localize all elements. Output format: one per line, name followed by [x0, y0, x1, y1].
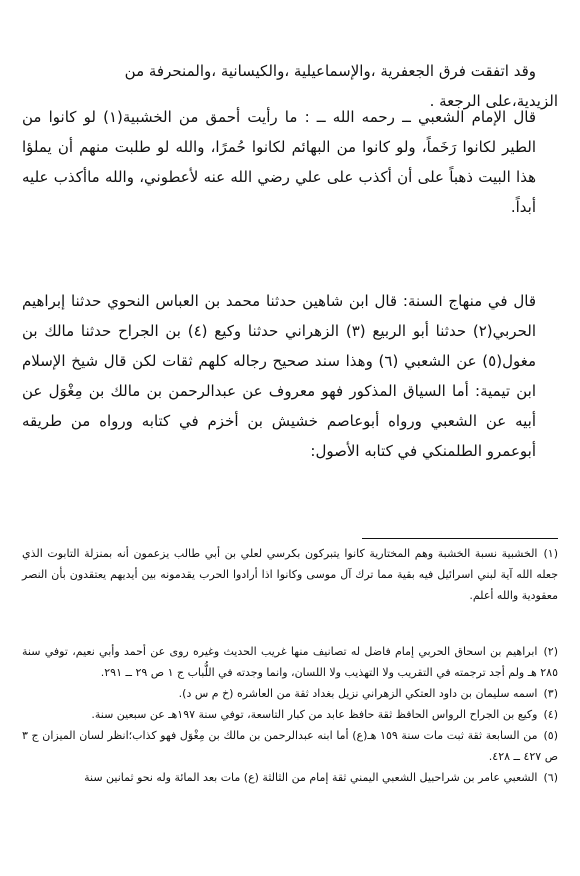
footnote-2-number: (٢): [543, 645, 558, 658]
paragraph-minhaj-sunna-text: قال في منهاج السنة: قال ابن شاهين حدثنا محمد بن العباس النحوي حدثنا إبراهيم الحربي(٢) حدثنا أبو الربيع (٣) الزهراني حدثنا وكيع (٤) بن الجراح حدثنا مالك بن مغول(٥) عن الشعبي (٦) وهذا سند صحيح رجاله كلهم ثقات لكن قال شيخ الإسلام ابن تيمية: أما السياق المذكور فهو معروف عن عبدالرحمن بن مالك بن مِغْوَل عن أبيه عن الشعبي ورواه أبوعاصم خشيش بن أخزم في كتابه ورواه من طريقه أبوعمرو الطلمنكي في كتابه الأصول:: [22, 292, 537, 460]
footnote-1-number: (١): [543, 547, 558, 560]
footnote-5-text: من السابعة ثقة ثبت مات سنة ١٥٩ هـ(ع) أما ابنه عبدالرحمن بن مالك بن مِغْوَل فهو كذاب؛انظر لسان الميزان ج ٣ ص ٤٢٧ ــ ٤٢٨.: [22, 729, 558, 763]
footnote-3: [22, 683, 558, 704]
footnote-3-text: اسمه سليمان بن داود العتكي الزهراني نزيل بغداد ثقة من العاشره (خ م س د).: [178, 687, 538, 700]
footnotes-group-2: [22, 641, 558, 788]
paragraph-minhaj-sunna: [22, 286, 558, 466]
paragraph-rajaa-line-2: الزيدية،على الرجعة .: [429, 92, 558, 110]
footnote-1-text: الخشبية نسبة الخشبة وهم المختارية كانوا يتبركون بكرسي لعلي بن أبي طالب يزعمون أنه بمنزلة التابوت الذي جعله الله آية لبني اسرائيل فيه بقية مما ترك آل موسى وكانوا اذا أرادوا الحرب يقدمونه بين أيديهم يعتقدون بأن النصر معقودية والله أعلم.: [22, 547, 558, 602]
footnote-6-number: (٦): [543, 771, 558, 784]
footnote-5: [22, 725, 558, 767]
footnote-4-text: وكيع بن الجراح الرواس الحافظ ثقة حافظ عابد من كبار التاسعة، توفي سنة ١٩٧هـ عن سبعين سنة.: [91, 708, 538, 721]
paragraph-shabi-quote: [22, 102, 558, 222]
footnote-5-number: (٥): [543, 729, 558, 742]
footnotes-group-1: [22, 543, 558, 606]
footnote-6-text: الشعبي عامر بن شراحبيل الشعبي اليمني ثقة إمام من الثالثة (ع) مات بعد المائة وله نحو ثمانين سنة: [84, 771, 538, 784]
footnote-3-number: (٣): [543, 687, 558, 700]
footnote-separator: [362, 538, 558, 539]
footnote-4-number: (٤): [543, 708, 558, 721]
footnote-2: [22, 641, 558, 683]
footnote-6: [22, 767, 558, 788]
footnote-2-text: ابراهيم بن اسحاق الحربي إمام فاضل له تصانيف منها غريب الحديث وغيره روى عن أحمد وأبي نعيم، توفي سنة ٢٨٥ هـ ولم أجد ترجمته في التقريب ولا التهذيب ولا اللسان، وانما وجدته في اللُّباب ج ١ ص ٢٩ ــ ٢٩١.: [22, 645, 558, 679]
paragraph-rajaa-line-1: وقد اتفقت فرق الجعفرية ،والإسماعيلية ،والكيسانية ،والمنحرفة من: [124, 62, 536, 80]
footnote-1: [22, 543, 558, 606]
paragraph-shabi-quote-text: قال الإمام الشعبي ــ رحمه الله ــ : ما رأيت أحمق من الخشبية(١) لو كانوا من الطير لكانوا رَخَماً، ولو كانوا من البهائم لكانوا حُمرًا، والله لو طلبت منهم أن يملؤا هذا البيت ذهباً على أن أكذب على علي رضي الله عنه لأعطوني، والله ماأكذب عليه أبداً.: [22, 108, 536, 216]
footnote-4: [22, 704, 558, 725]
